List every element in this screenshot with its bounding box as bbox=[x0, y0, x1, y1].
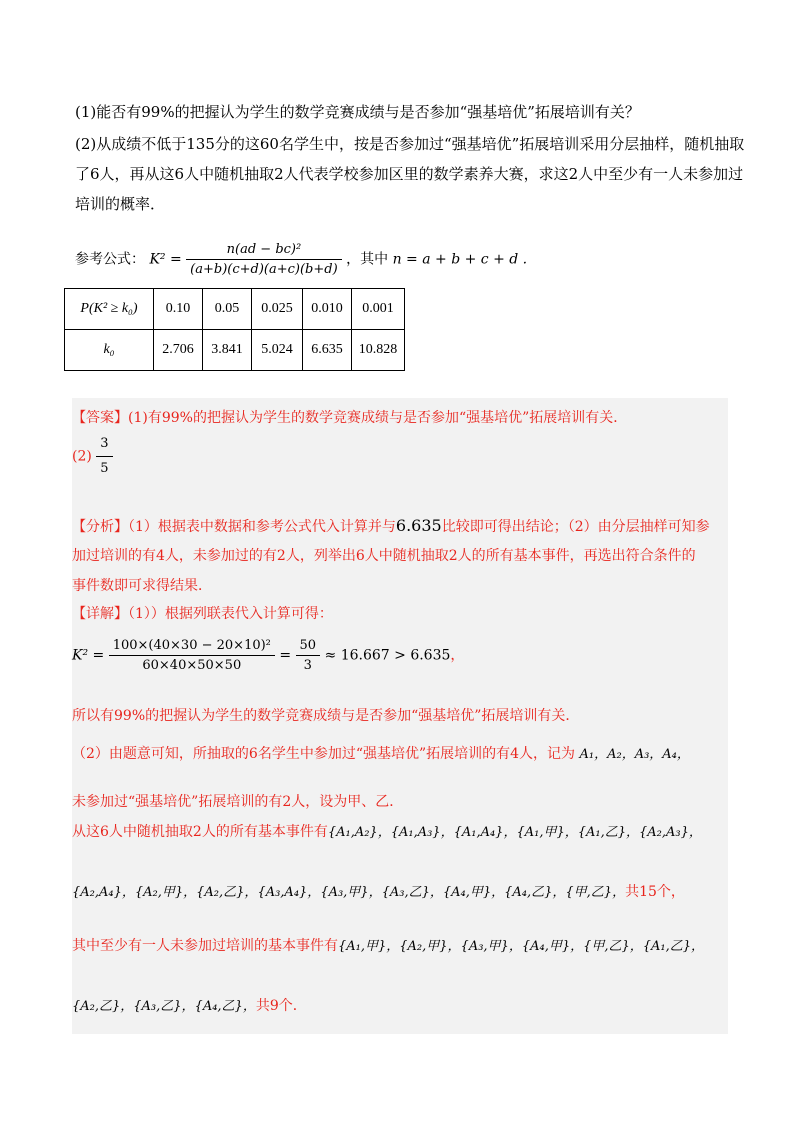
table-row-probability bbox=[65, 289, 405, 330]
question-part-2-line-2: 了6人，再从这6人中随机抽取2人代表学校参加区里的数学素养大赛，求这2人中至少有一人未参加过 bbox=[75, 165, 744, 183]
reference-formula bbox=[75, 242, 527, 277]
calc-fraction bbox=[109, 638, 275, 673]
critical-value-table bbox=[64, 288, 405, 371]
calc-numerator: 100×(40×30 − 20×10)² bbox=[109, 638, 275, 656]
question-part-1: (1)能否有99%的把握认为学生的数学竞赛成绩与是否参加“强基培优”拓展培训有关？ bbox=[75, 103, 640, 121]
answer-numerator: 3 bbox=[96, 434, 112, 457]
table-row-critical-values bbox=[65, 330, 405, 371]
table-header-k0: k₀ bbox=[65, 330, 154, 371]
table-cell: 10.828 bbox=[352, 330, 405, 371]
analysis-threshold: 6.635 bbox=[395, 516, 442, 535]
answer-fraction bbox=[96, 434, 112, 479]
table-cell: 0.10 bbox=[154, 289, 203, 330]
part-2-line-1 bbox=[72, 744, 690, 765]
calc-equals: = bbox=[279, 647, 292, 664]
events-row-4 bbox=[72, 996, 307, 1017]
table-cell: 6.635 bbox=[303, 330, 352, 371]
sample-variables: A₁，A₂，A₃，A₄， bbox=[579, 747, 690, 762]
events-list-2: {A₂,A₄}，{A₂,甲}，{A₂,乙}，{A₃,A₄}，{A₃,甲}，{A₃,乙}，{A₄,甲}，{A₄,乙}，{甲,乙}， bbox=[72, 885, 626, 900]
formula-lhs: K² = bbox=[149, 251, 182, 268]
answer-part-2 bbox=[72, 434, 113, 479]
events-list-4: {A₂,乙}，{A₃,乙}，{A₄,乙}， bbox=[72, 999, 256, 1014]
analysis-text: 比较即可得出结论；（2）由分层抽样可知参 bbox=[441, 519, 710, 535]
part-2-text: 其中至少有一人未参加过培训的基本事件有 bbox=[72, 938, 338, 954]
events-count-2: 共9个． bbox=[255, 998, 307, 1014]
table-cell: 0.010 bbox=[303, 289, 352, 330]
answer-section bbox=[72, 398, 728, 1034]
conclusion: 所以有99%的把握认为学生的数学竞赛成绩与是否参加“强基培优”拓展培训有关． bbox=[72, 708, 580, 724]
part-2-text: （2）由题意可知，所抽取的6名学生中参加过“强基培优”拓展培训的有4人，记为 bbox=[72, 746, 576, 762]
events-list-1: {A₁,A₂}，{A₁,A₃}，{A₁,A₄}，{A₁,甲}，{A₁,乙}，{A₂,A₃}， bbox=[327, 825, 702, 840]
table-cell: 0.025 bbox=[252, 289, 303, 330]
table-header-probability: P(K² ≥ k₀) bbox=[65, 289, 154, 330]
analysis-line-3: 事件数即可求得结果． bbox=[72, 578, 212, 594]
events-row-2 bbox=[72, 882, 685, 903]
table-cell: 5.024 bbox=[252, 330, 303, 371]
formula-fraction bbox=[186, 242, 342, 277]
calc-fraction-2 bbox=[296, 638, 321, 673]
answer-part-2-prefix: (2) bbox=[72, 448, 92, 465]
analysis-line-2: 加过培训的有4人，未参加过的有2人，列举出6人中随机抽取2人的所有基本事件，再选出符合条件的 bbox=[72, 548, 696, 564]
analysis-text: 【分析】（1）根据表中数据和参考公式代入计算并与 bbox=[72, 519, 396, 535]
calc-lhs: K² = bbox=[72, 647, 105, 664]
calc-result: ≈ 16.667 > 6.635 bbox=[324, 647, 451, 664]
events-list-3: {A₁,甲}，{A₂,甲}，{A₃,甲}，{A₄,甲}，{甲,乙}，{A₁,乙}， bbox=[338, 939, 705, 954]
table-cell: 0.001 bbox=[352, 289, 405, 330]
calc-numerator-2: 50 bbox=[296, 638, 321, 656]
part-2-line-2: 未参加过“强基培优”拓展培训的有2人，设为甲、乙． bbox=[72, 794, 404, 810]
formula-denominator: (a+b)(c+d)(a+c)(b+d) bbox=[190, 262, 338, 277]
part-2-line-3 bbox=[72, 822, 702, 843]
detail-line-1: 【详解】（1））根据列联表代入计算可得： bbox=[72, 606, 333, 622]
table-cell: 0.05 bbox=[203, 289, 252, 330]
answer-denominator: 5 bbox=[100, 461, 109, 476]
calc-denominator: 60×40×50×50 bbox=[142, 658, 242, 673]
question-part-2-line-3: 培训的概率． bbox=[75, 195, 166, 213]
question-part-2-line-1: (2)从成绩不低于135分的这60名学生中，按是否参加过“强基培优”拓展培训采用分层抽样，随机抽取 bbox=[75, 135, 745, 153]
formula-label: 参考公式： bbox=[75, 251, 145, 268]
calc-comma: ， bbox=[450, 647, 465, 664]
table-cell: 3.841 bbox=[203, 330, 252, 371]
calc-denominator-2: 3 bbox=[303, 658, 312, 673]
formula-numerator: n(ad − bc)² bbox=[186, 242, 342, 260]
answer-part-1: 【答案】(1)有99%的把握认为学生的数学竞赛成绩与是否参加“强基培优”拓展培训有关． bbox=[72, 410, 628, 426]
part-2-line-5 bbox=[72, 936, 704, 957]
formula-n: n = a + b + c + d . bbox=[392, 251, 528, 268]
k-squared-calculation bbox=[72, 638, 464, 673]
part-2-text: 从这6人中随机抽取2人的所有基本事件有 bbox=[72, 824, 328, 840]
formula-where: ，其中 bbox=[346, 251, 389, 268]
analysis-line-1 bbox=[72, 516, 710, 537]
table-cell: 2.706 bbox=[154, 330, 203, 371]
events-count: 共15个， bbox=[625, 884, 685, 900]
